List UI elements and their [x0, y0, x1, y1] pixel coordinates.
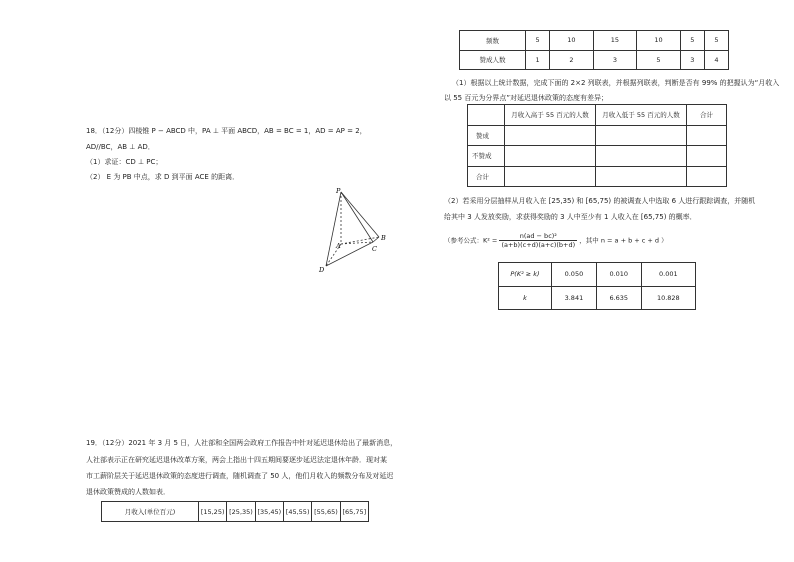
q18-sub2: （2） E 为 PB 中点，求 D 到平面 ACE 的距离． — [86, 173, 240, 181]
income-col: [15,25) — [199, 502, 227, 522]
pyramid-figure — [316, 186, 388, 276]
q19-line4: 退休政策赞成的人数如表． — [86, 488, 170, 496]
label-P: P — [336, 187, 341, 195]
freq-cell: 3 — [593, 50, 637, 70]
table-row — [468, 166, 727, 187]
formula-denominator: (a+b)(c+d)(a+c)(b+d) — [501, 241, 576, 249]
reference-formula — [444, 232, 668, 249]
q19-sub1-line2: 以 55 百元为分界点”对延迟退休政策的态度有差异； — [444, 94, 608, 102]
table-row — [460, 31, 729, 51]
q19-line1: 19．（12分）2021 年 3 月 5 日，人社部和全国两会政府工作报告中针对延迟退休给出了最新消息， — [86, 439, 398, 447]
contingency-cell — [687, 166, 727, 187]
frequency-table — [459, 30, 729, 70]
freq-cell: 5 — [526, 31, 550, 51]
contingency-cell — [505, 166, 596, 187]
critical-value-table — [498, 262, 696, 310]
income-col: [55,65) — [312, 502, 340, 522]
contingency-header — [468, 105, 505, 126]
freq-cell: 2 — [550, 50, 594, 70]
crit-row-label: P(K² ≥ k) — [499, 263, 552, 287]
contingency-table — [467, 104, 727, 187]
crit-cell: 3.841 — [552, 286, 597, 310]
table-row — [468, 105, 727, 126]
freq-cell: 4 — [704, 50, 728, 70]
q19-line3: 市工薪阶层关于延迟退休政策的态度进行调查，随机调查了 50 人，他们月收入的频数分布及对延迟 — [86, 472, 394, 480]
label-D: D — [319, 266, 325, 274]
contingency-cell — [596, 146, 687, 167]
contingency-header: 合计 — [687, 105, 727, 126]
table-row — [499, 286, 696, 310]
freq-cell: 5 — [704, 31, 728, 51]
contingency-header: 月收入高于 55 百元的人数 — [505, 105, 596, 126]
freq-cell: 5 — [637, 50, 681, 70]
contingency-cell — [687, 125, 727, 146]
q19-sub2-line2: 给其中 3 人发放奖励，求获得奖励的 3 人中至少有 1 人收入在 [65,75) 的概率． — [444, 213, 697, 221]
q19-sub2-line1: （2）若采用分层抽样从月收入在 [25,35) 和 [65,75) 的被调查人中选取 6 人进行跟踪调查，并随机 — [444, 197, 756, 205]
freq-row-label: 频数 — [460, 31, 526, 51]
contingency-header: 月收入低于 55 百元的人数 — [596, 105, 687, 126]
contingency-cell — [596, 166, 687, 187]
crit-row-label: k — [499, 286, 552, 310]
q18-sub1: （1）求证：CD ⊥ PC； — [86, 158, 163, 166]
freq-cell: 10 — [637, 31, 681, 51]
contingency-cell — [505, 125, 596, 146]
q18-line1: 18．（12分）四棱锥 P − ABCD 中，PA ⊥ 平面 ABCD，AB = BC = 1，AD = AP = 2， — [86, 127, 367, 135]
contingency-cell — [687, 146, 727, 167]
formula-suffix: ，其中 n = a + b + c + d ） — [579, 236, 668, 245]
formula-fraction — [499, 232, 577, 249]
contingency-row-label: 赞成 — [468, 125, 505, 146]
income-col: [45,55) — [283, 502, 311, 522]
label-A: A — [336, 242, 341, 250]
crit-cell: 10.828 — [641, 286, 695, 310]
table-row — [468, 125, 727, 146]
income-col: [35,45) — [255, 502, 283, 522]
crit-cell: 0.001 — [641, 263, 695, 287]
crit-cell: 0.050 — [552, 263, 597, 287]
contingency-cell — [505, 146, 596, 167]
label-C: C — [372, 245, 377, 253]
freq-row-label: 赞成人数 — [460, 50, 526, 70]
freq-cell: 5 — [680, 31, 704, 51]
table-row — [460, 50, 729, 70]
freq-cell: 15 — [593, 31, 637, 51]
formula-numerator: n(ad − bc)² — [499, 232, 577, 241]
contingency-row-label: 不赞成 — [468, 146, 505, 167]
income-header: 月收入(单位百元) — [102, 502, 199, 522]
contingency-cell — [596, 125, 687, 146]
freq-cell: 1 — [526, 50, 550, 70]
table-row — [499, 263, 696, 287]
formula-prefix: （参考公式：K² = — [444, 236, 498, 245]
q19-line2: 人社部表示正在研究延迟退休改革方案，两会上指出十四五期间要逐步延迟法定退休年龄．现对某 — [86, 456, 387, 464]
table-row — [468, 146, 727, 167]
crit-cell: 0.010 — [596, 263, 641, 287]
freq-cell: 3 — [680, 50, 704, 70]
crit-cell: 6.635 — [596, 286, 641, 310]
q18-line2: AD//BC，AB ⊥ AD． — [86, 143, 155, 151]
income-col: [65,75] — [340, 502, 368, 522]
freq-cell: 10 — [550, 31, 594, 51]
label-B: B — [381, 234, 386, 242]
contingency-row-label: 合计 — [468, 166, 505, 187]
income-table — [101, 501, 369, 522]
income-col: [25,35) — [227, 502, 255, 522]
q19-sub1-line1: （1）根据以上统计数据，完成下面的 2×2 列联表，并根据列联表，判断是否有 99% 的把握认为“月收入 — [452, 79, 780, 87]
